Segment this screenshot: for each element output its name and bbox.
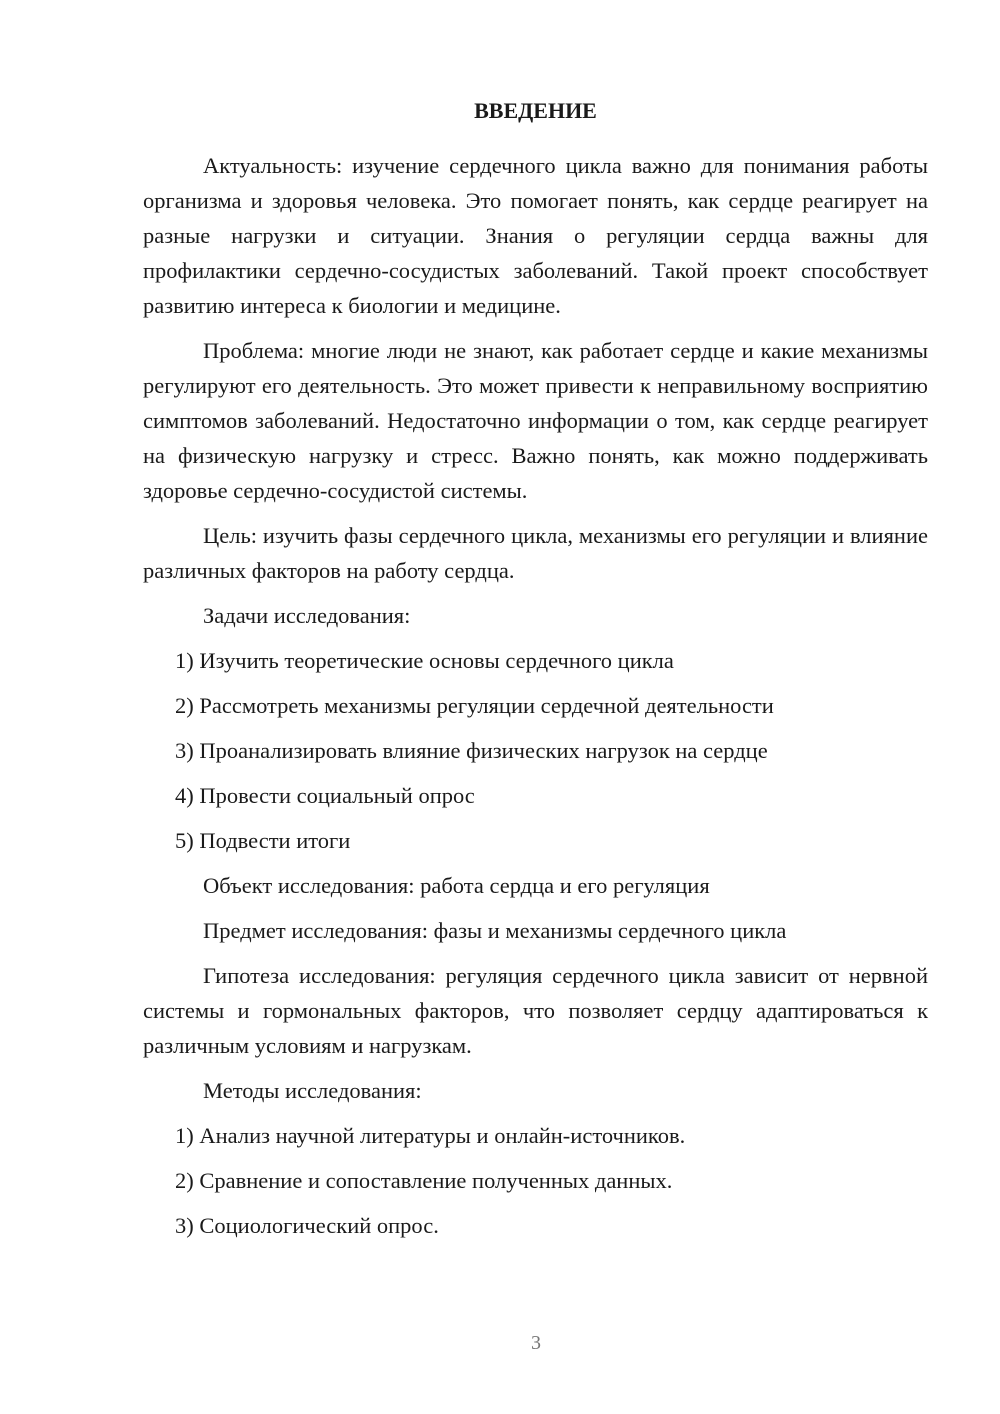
- subject-paragraph: Предмет исследования: фазы и механизмы сердечного цикла: [203, 918, 787, 943]
- list-item: 1) Анализ научной литературы и онлайн-источников.: [175, 1123, 686, 1148]
- page-number: 3: [531, 1332, 541, 1354]
- tasks-list: [143, 643, 928, 858]
- list-item: 1) Изучить теоретические основы сердечного цикла: [175, 648, 674, 673]
- section-title: ВВЕДЕНИЕ: [474, 98, 597, 123]
- hypothesis-paragraph: Гипотеза исследования: регуляция сердечного цикла зависит от нервной системы и гормональных факторов, что позволяет сердцу адаптироваться к различным условиям и нагрузкам.: [143, 963, 928, 1058]
- relevance-paragraph: Актуальность: изучение сердечного цикла важно для понимания работы организма и здоровья человека. Это помогает понять, как сердце реагирует на разные нагрузки и ситуации. Знания о регуляции сердца важны для профилактики сердечно-сосудистых заболеваний. Такой проект способствует развитию интереса к биологии и медицине.: [143, 153, 928, 318]
- list-item: 2) Рассмотреть механизмы регуляции сердечной деятельности: [175, 693, 774, 718]
- object-paragraph: Объект исследования: работа сердца и его регуляция: [203, 873, 710, 898]
- methods-list: [143, 1118, 928, 1243]
- list-item: 2) Сравнение и сопоставление полученных данных.: [175, 1168, 673, 1193]
- list-item: 4) Провести социальный опрос: [175, 783, 475, 808]
- page-content: [143, 93, 928, 1243]
- list-item: 5) Подвести итоги: [175, 828, 351, 853]
- goal-paragraph: Цель: изучить фазы сердечного цикла, механизмы его регуляции и влияние различных факторов на работу сердца.: [143, 523, 928, 583]
- list-item: 3) Проанализировать влияние физических нагрузок на сердце: [175, 738, 768, 763]
- problem-paragraph: Проблема: многие люди не знают, как работает сердце и какие механизмы регулируют его деятельность. Это может привести к неправильному восприятию симптомов заболеваний. Недостаточно информации о том, как сердце реагирует на физическую нагрузку и стресс. Важно понять, как можно поддерживать здоровье сердечно-сосудистой системы.: [143, 338, 928, 503]
- methods-heading: Методы исследования:: [203, 1078, 422, 1103]
- list-item: 3) Социологический опрос.: [175, 1213, 439, 1238]
- tasks-heading: Задачи исследования:: [203, 603, 411, 628]
